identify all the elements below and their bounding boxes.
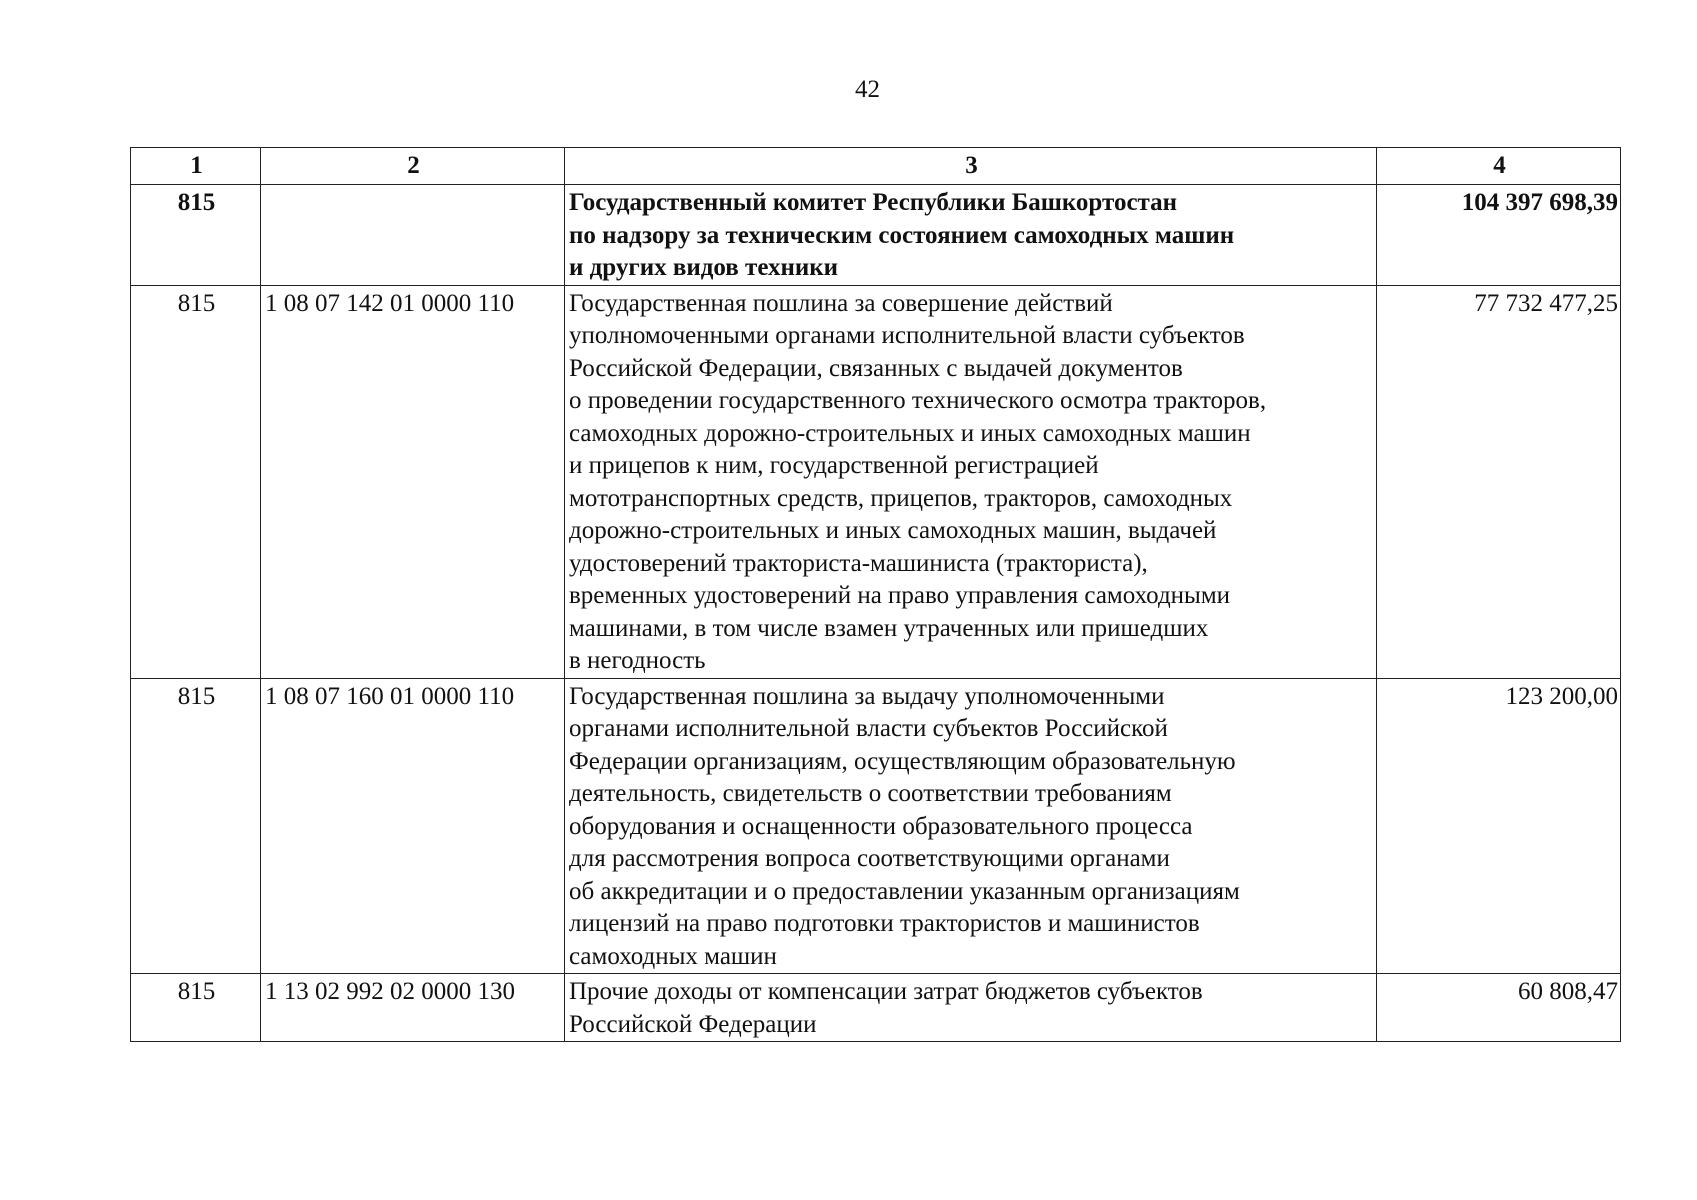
cell-revenue-code: 1 08 07 160 01 0000 110: [261, 678, 565, 974]
description-line: уполномоченными органами исполнительной власти субъектов: [569, 322, 1245, 349]
revenue-table: [130, 147, 1621, 1042]
cell-chapter-code: 815: [131, 185, 261, 286]
description-line: Российской Федерации, связанных с выдачей документов: [569, 354, 1183, 382]
header-cell-2: 2: [261, 148, 565, 185]
description-line: оборудования и оснащенности образовательного процесса: [569, 812, 1193, 840]
cell-chapter-code: 815: [131, 974, 261, 1042]
page-number: 42: [855, 76, 880, 103]
cell-description: [565, 974, 1377, 1042]
description-line: самоходных дорожно-строительных и иных самоходных машин: [569, 419, 1251, 447]
description-line: Российской Федерации: [569, 1010, 817, 1038]
cell-description: [565, 678, 1377, 974]
cell-description: [565, 185, 1377, 286]
cell-revenue-code: 1 13 02 992 02 0000 130: [261, 974, 565, 1042]
cell-amount: 60 808,47: [1377, 974, 1621, 1042]
description-line: удостоверений тракториста-машиниста (тракториста),: [569, 549, 1148, 577]
table-row: [131, 285, 1621, 678]
cell-revenue-code: [261, 185, 565, 286]
cell-revenue-code: 1 08 07 142 01 0000 110: [261, 285, 565, 678]
cell-amount: 123 200,00: [1377, 678, 1621, 974]
table-body: [131, 148, 1621, 1042]
description-line: Государственная пошлина за совершение действий: [569, 289, 1113, 317]
cell-amount: 104 397 698,39: [1377, 185, 1621, 286]
cell-chapter-code: 815: [131, 285, 261, 678]
description-line: о проведении государственного технического осмотра тракторов,: [569, 387, 1267, 414]
description-line: самоходных машин: [569, 942, 777, 970]
cell-amount: 77 732 477,25: [1377, 285, 1621, 678]
description-line: дорожно-строительных и иных самоходных машин, выдачей: [569, 517, 1217, 544]
description-line: временных удостоверений на право управления самоходными: [569, 582, 1231, 609]
description-line: лицензий на право подготовки трактористов и машинистов: [569, 910, 1200, 937]
header-cell-3: 3: [565, 148, 1377, 185]
description-line: Федерации организациям, осуществляющим образовательную: [569, 747, 1236, 775]
description-line: Государственная пошлина за выдачу уполномоченными: [569, 682, 1165, 710]
description-line: деятельность, свидетельств о соответствии требованиям: [569, 780, 1172, 807]
table-row: [131, 678, 1621, 974]
description-line: для рассмотрения вопроса соответствующими органами: [569, 845, 1170, 872]
table-row: [131, 974, 1621, 1042]
description-line: и других видов техники: [569, 254, 839, 281]
description-line: по надзору за техническим состоянием самоходных машин: [569, 221, 1235, 249]
description-line: мототранспортных средств, прицепов, тракторов, самоходных: [569, 484, 1233, 512]
description-line: об аккредитации и о предоставлении указанным организациям: [569, 877, 1240, 905]
description-line: Государственный комитет Республики Башкортостан: [569, 189, 1178, 216]
table-row: [131, 185, 1621, 286]
header-cell-1: 1: [131, 148, 261, 185]
cell-chapter-code: 815: [131, 678, 261, 974]
cell-description: [565, 285, 1377, 678]
description-line: органами исполнительной власти субъектов Российской: [569, 715, 1168, 742]
description-line: в негодность: [569, 647, 706, 674]
description-line: Прочие доходы от компенсации затрат бюджетов субъектов: [569, 978, 1203, 1005]
description-line: и прицепов к ним, государственной регистрацией: [569, 452, 1099, 479]
table-header-row: [131, 148, 1621, 185]
header-cell-4: 4: [1377, 148, 1621, 185]
description-line: машинами, в том числе взамен утраченных или пришедших: [569, 614, 1209, 642]
